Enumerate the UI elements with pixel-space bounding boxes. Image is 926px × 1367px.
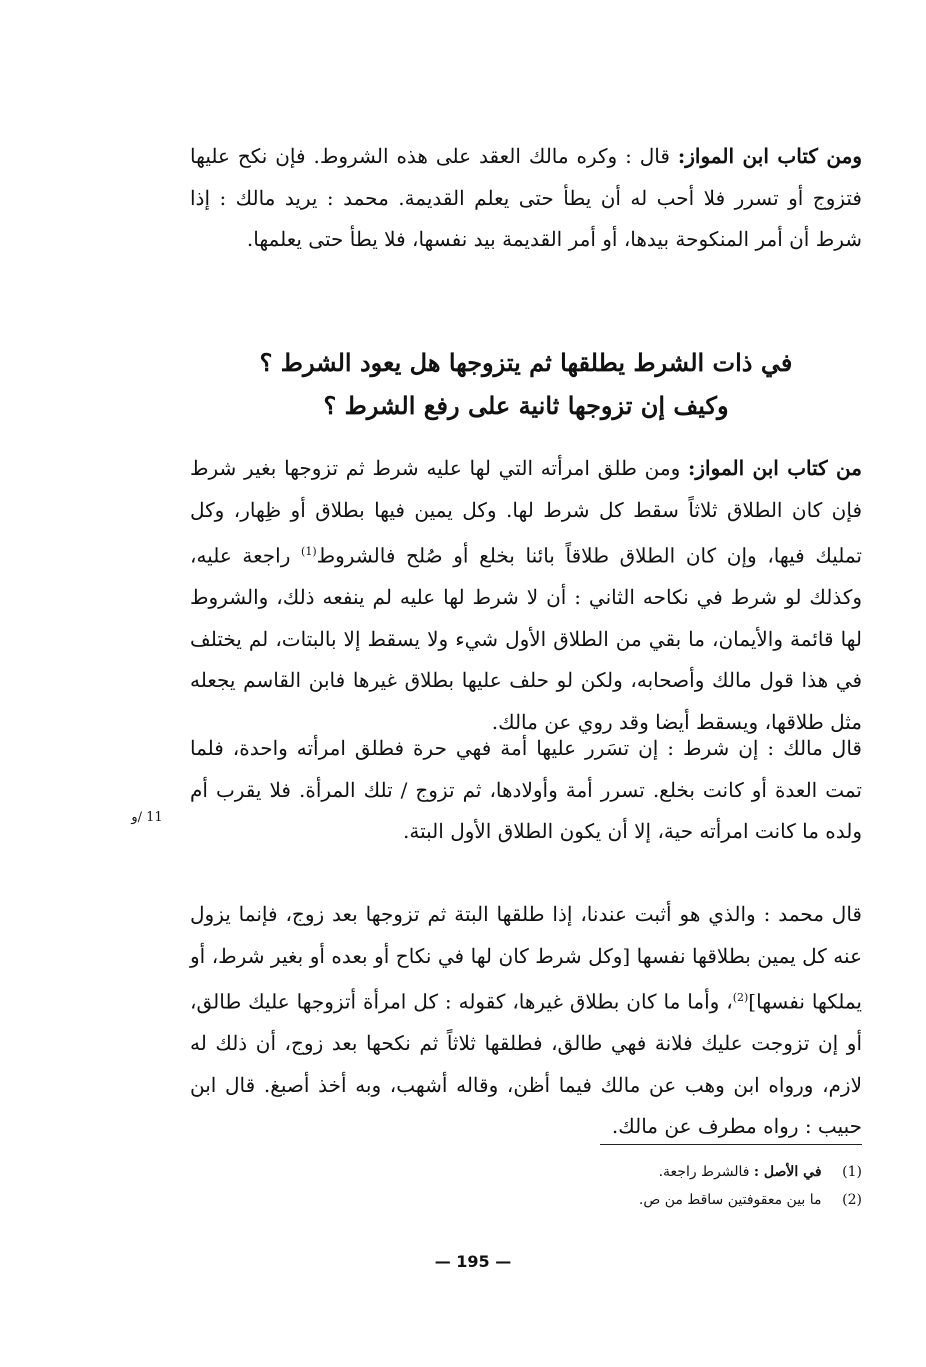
paragraph-1-body: قال : وكره مالك العقد على هذه الشروط. فإن نكح عليها فتزوج أو تسرر فلا أحب له أن يطأ حتى يعلم القديمة. محمد : يريد مالك : إذا شرط أن أمر المنكوحة بيدها، أو أمر القديمة بيد نفسها، فلا يطأ حتى يعلمها. [190,144,862,251]
paragraph-4-body-end: ، وأما ما كان بطلاق غيرها، كقوله : كل امرأة أتزوجها عليك طالق، أو إن تزوجت عليك فلانة فهي طالق، فطلقها ثلاثاً ثم نكحها بعد زوج، أن ذلك له لازم، ورواه ابن وهب عن مالك فيما أظن، وقاله أشهب، وبه أخذ أصبغ. قال ابن حبيب : رواه مطرف عن مالك. [190,989,862,1139]
footnote-item [470,1186,862,1214]
paragraph-2-lead: من كتاب ابن المواز: [688,456,862,480]
footnote-text: فالشرط راجعة. [658,1164,754,1180]
footnote-item [470,1158,862,1186]
paragraph-3-body: قال مالك : إن شرط : إن تسَرر عليها أمة فهي حرة فطلق امرأته واحدة، فلما تمت العدة أو كانت بخلع. تسرر أمة وأولادها، ثم تزوج / تلك المرأة. فلا يقرب أم ولده ما كانت امرأته حية، إلا أن يكون الطلاق الأول البتة. [190,736,862,843]
paragraph-2-body-start: ومن طلق امرأته التي لها عليه شرط ثم تزوجها بغير شرط فإن كان الطلاق ثلاثاً سقط كل شرط لها. وكل يمين فيها بطلاق أو ظِهار، وكل تمليك فيها، وإن كان الطلاق طلاقاً بائنا بخلع أو صُلح فالشروط [190,456,862,568]
footnotes-list [470,1158,862,1214]
margin-folio-note: 11 /و [131,810,163,825]
paragraph-2-body-end: راجعة عليه، وكذلك لو شرط في نكاحه الثاني : أن لا شرط لها عليه لم ينفعه ذلك، والشروط لها قائمة والأيمان، ما بقي من الطلاق الأول شيء ولا يسقط إلا بالبتات، لم يختلف في هذا قول مالك وأصحابه، ولكن لو حلف عليها بطلاق غيرها فابن القاسم يجعله مثل طلاقها، ويسقط أيضا وقد روي عن مالك. [190,543,863,734]
footnote-label: في الأصل : [753,1164,822,1180]
section-heading-line-1: في ذات الشرط يطلقها ثم يتزوجها هل يعود الشرط ؟ [259,348,793,377]
footnote-divider [600,1144,862,1145]
paragraph-4-body-start: قال محمد : والذي هو أثبت عندنا، إذا طلقها البتة ثم تزوجها بعد زوج، فإنما يزول عنه كل يمين بطلاقها نفسها [وكل شرط كان لها في نكاح أو بعده أو بغير شرط، أو يملكها نفسها] [190,902,862,1014]
paragraph-1-lead: ومن كتاب ابن المواز: [677,144,862,168]
footnote-number: (2) [842,1192,862,1208]
footnote-number: (1) [842,1164,862,1180]
footnote-ref-1: (1) [301,545,317,558]
footnote-text: ما بين معقوفتين ساقط من ص. [638,1192,822,1208]
paragraph-4 [190,894,862,1148]
paragraph-2 [190,448,862,743]
paragraph-1 [190,136,862,261]
footnote-ref-2: (2) [732,991,749,1004]
paragraph-3 [190,728,862,853]
section-heading-line-2: وكيف إن تزوجها ثانية على رفع الشرط ؟ [323,391,729,420]
page-number: — 195 — [434,1252,512,1271]
